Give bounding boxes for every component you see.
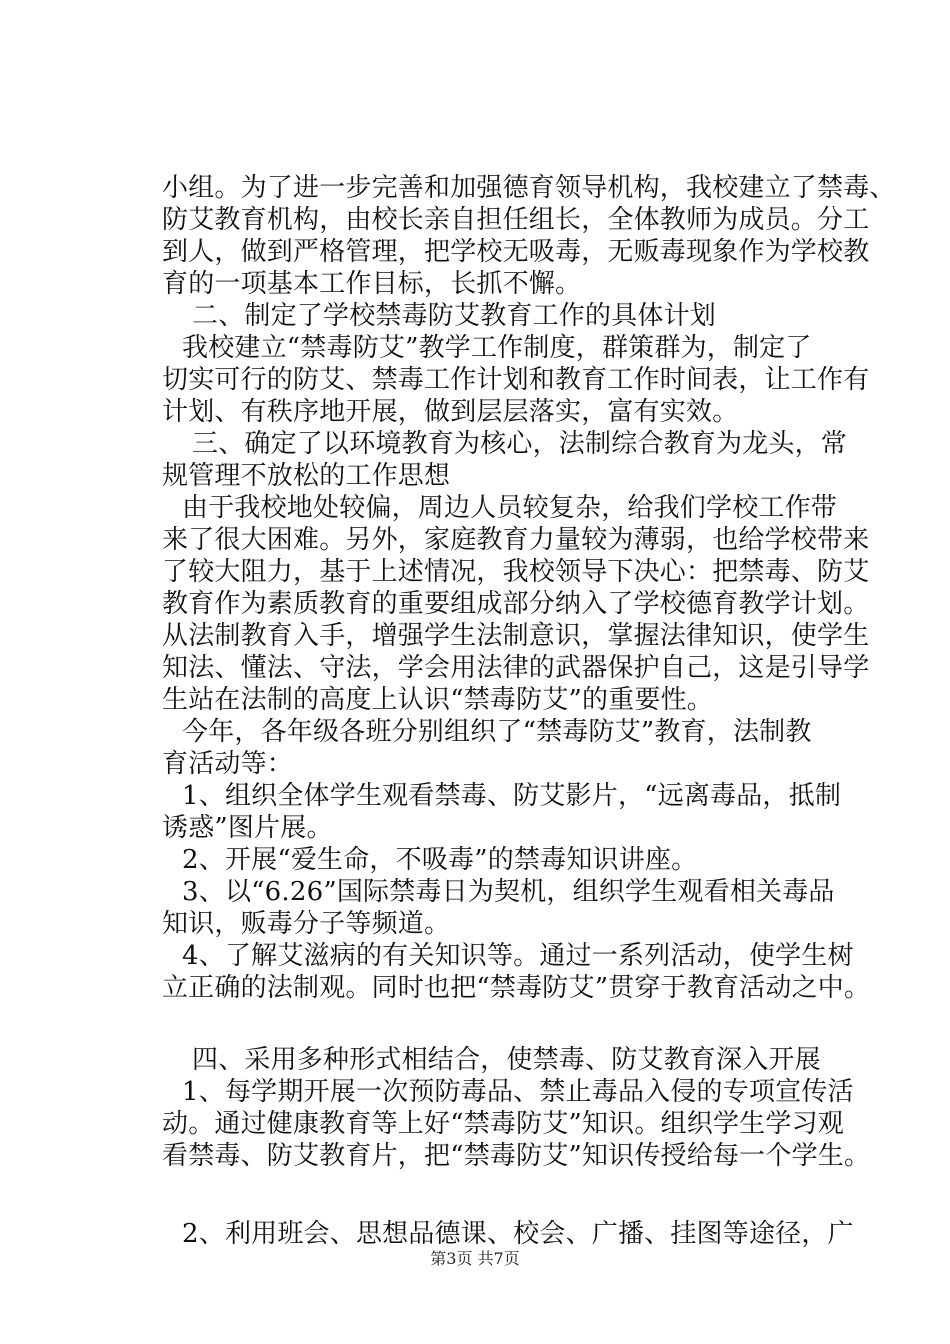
list-item-3-continued: 知识，贩毒分子等频道。	[162, 909, 451, 939]
paragraph-line: 小组。为了进一步完善和加强德育领导机构，我校建立了禁毒、	[162, 173, 896, 203]
page-number-footer: 第3页 共7页	[430, 1249, 520, 1268]
paragraph-line: 知法、懂法、守法，学会用法律的武器保护自己，这是引导学	[162, 653, 870, 683]
document-body	[162, 172, 896, 1250]
paragraph-line: 育的一项基本工作目标，长抓不懈。	[162, 269, 582, 299]
paragraph-line: 我校建立“禁毒防艾”教学工作制度，群策群为，制定了	[182, 333, 812, 363]
list-item-4-continued: 立正确的法制观。同时也把“禁毒防艾”贯穿于教育活动之中。	[162, 973, 871, 1003]
list-item-2: 2、开展“爱生命，不吸毒”的禁毒知识讲座。	[182, 845, 698, 875]
paragraph-line: 防艾教育机构，由校长亲自担任组长，全体教师为成员。分工	[162, 205, 870, 235]
list-item-1-continued: 看禁毒、防艾教育片，把“禁毒防艾”知识传授给每一个学生。	[162, 1141, 871, 1171]
paragraph-line: 今年，各年级各班分别组织了“禁毒防艾”教育，法制教	[182, 717, 812, 747]
list-item-1: 1、每学期开展一次预防毒品、禁止毒品入侵的专项宣传活	[182, 1077, 854, 1107]
paragraph-spacer	[162, 1172, 832, 1218]
section-heading-3-continued: 规管理不放松的工作思想	[162, 461, 451, 491]
list-item-4: 4、了解艾滋病的有关知识等。通过一系列活动，使学生树	[182, 941, 854, 971]
paragraph-line: 生站在法制的高度上认识“禁毒防艾”的重要性。	[162, 685, 713, 715]
paragraph-spacer	[162, 1004, 832, 1044]
list-item-1-continued: 动。通过健康教育等上好“禁毒防艾”知识。组织学生学习观	[162, 1109, 844, 1139]
list-item-1-continued: 诱惑”图片展。	[162, 813, 333, 843]
paragraph-line: 教育作为素质教育的重要组成部分纳入了学校德育教学计划。	[162, 589, 870, 619]
section-heading-3: 三、确定了以环境教育为核心，法制综合教育为龙头，常	[192, 429, 848, 459]
paragraph-line: 计划、有秩序地开展，做到层层落实，富有实效。	[162, 397, 739, 427]
paragraph-line: 来了很大困难。另外，家庭教育力量较为薄弱，也给学校带来	[162, 525, 870, 555]
paragraph-line: 了较大阻力，基于上述情况，我校领导下决心：把禁毒、防艾	[162, 557, 870, 587]
paragraph-line: 由于我校地处较偏，周边人员较复杂，给我们学校工作带	[182, 493, 838, 523]
section-heading-4: 四、采用多种形式相结合，使禁毒、防艾教育深入开展	[192, 1045, 821, 1075]
paragraph-line: 育活动等：	[162, 749, 294, 779]
paragraph-line: 从法制教育入手，增强学生法制意识，掌握法律知识，使学生	[162, 621, 870, 651]
paragraph-line: 到人，做到严格管理，把学校无吸毒，无贩毒现象作为学校教	[162, 237, 870, 267]
list-item-3: 3、以“6.26”国际禁毒日为契机，组织学生观看相关毒品	[182, 877, 835, 907]
list-item-2: 2、利用班会、思想品德课、校会、广播、挂图等途径，广	[182, 1219, 854, 1249]
section-heading-2: 二、制定了学校禁毒防艾教育工作的具体计划	[192, 301, 717, 331]
paragraph-line: 切实可行的防艾、禁毒工作计划和教育工作时间表，让工作有	[162, 365, 870, 395]
list-item-1: 1、组织全体学生观看禁毒、防艾影片，“远离毒品，抵制	[182, 781, 842, 811]
